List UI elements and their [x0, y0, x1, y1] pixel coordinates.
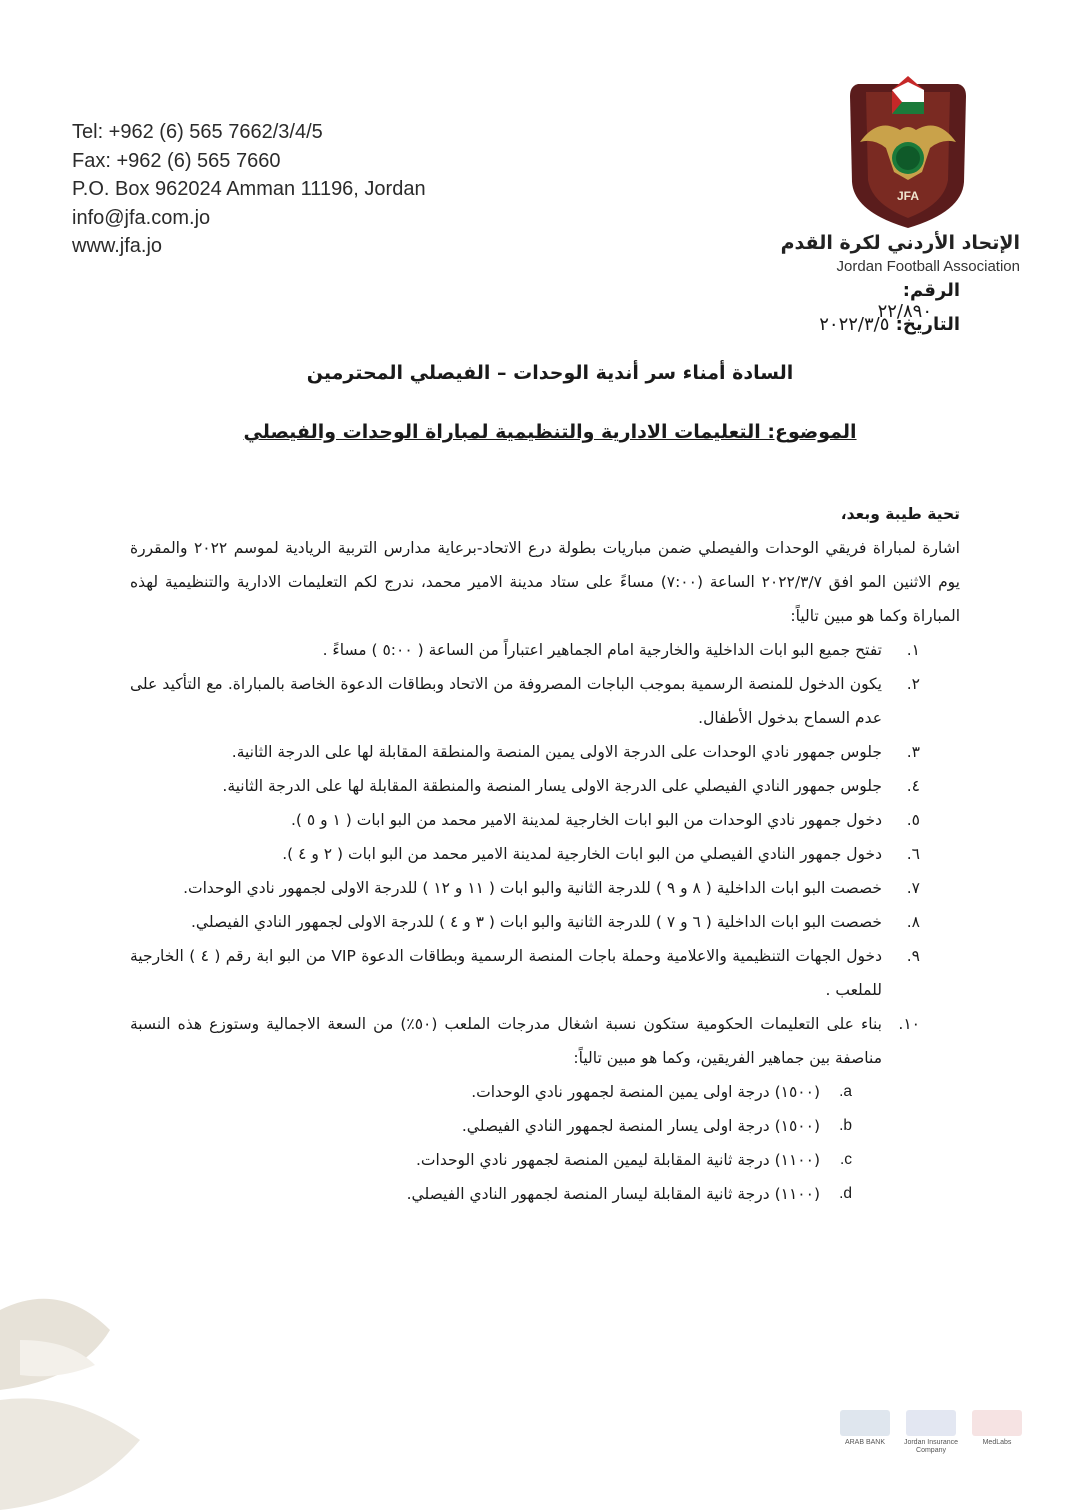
list-item	[130, 803, 960, 837]
sub-item-text: (١١٠٠) درجة ثانية المقابلة ليسار المنصة لجمهور النادي الفيصلي.	[406, 1185, 820, 1203]
list-item	[130, 1007, 960, 1075]
item-number: ٣.	[906, 743, 920, 761]
list-item	[130, 633, 960, 667]
list-item	[130, 769, 960, 803]
sponsor-caption: Jordan Insurance Company	[903, 1439, 959, 1454]
sponsor-caption: ARAB BANK	[844, 1439, 886, 1446]
po-box: P.O. Box 962024 Amman 11196, Jordan	[72, 178, 426, 200]
item-text: دخول جمهور نادي الوحدات من البو ابات الخارجية لمدينة الامير محمد من البو ابات ( ١ و ٥ ).	[290, 811, 882, 829]
corner-decoration	[0, 1270, 150, 1510]
org-name-english: Jordan Football Association	[836, 258, 1020, 275]
sub-list-item	[130, 1109, 960, 1143]
item-number: ١.	[906, 641, 920, 659]
phone-number: Tel: +962 (6) 565 7662/3/4/5	[72, 121, 323, 143]
item-text: دخول جمهور النادي الفيصلي من البو ابات الخارجية لمدينة الامير محمد من البو ابات ( ٢ و ٤ ).	[282, 845, 882, 863]
item-number: ٥.	[906, 811, 920, 829]
instructions-list	[130, 633, 960, 1075]
website-link[interactable]: www.jfa.jo	[72, 235, 163, 257]
item-number: ٢.	[906, 675, 920, 693]
sponsor-logos	[835, 1388, 1030, 1458]
addressee: السادة أمناء سر أندية الوحدات – الفيصلي المحترمين	[306, 362, 794, 384]
item-text: بناء على التعليمات الحكومية ستكون نسبة اشغال مدرجات الملعب (٥٠٪) من السعة الاجمالية وستوزع هذه النسبة مناصفة بين جماهير الفريقين، وكما هو مبين تالياً:	[130, 1015, 882, 1067]
item-text: تفتح جميع البو ابات الداخلية والخارجية امام الجماهير اعتباراً من الساعة ( ٥:٠٠ ) مساءً .	[322, 641, 882, 659]
sub-list-item	[130, 1177, 960, 1211]
greeting: تحية طيبة وبعد،	[840, 505, 960, 523]
item-number: ٨.	[906, 913, 920, 931]
list-item	[130, 837, 960, 871]
sub-item-letter: c.	[839, 1151, 852, 1168]
seating-distribution-list	[130, 1075, 960, 1211]
list-item	[130, 905, 960, 939]
organization-name	[781, 232, 1020, 275]
sub-item-letter: b.	[839, 1117, 852, 1134]
letter-date	[819, 314, 960, 335]
sub-item-text: (١٥٠٠) درجة اولى يسار المنصة لجمهور النادي الفيصلي.	[461, 1117, 820, 1135]
item-number: ٦.	[906, 845, 920, 863]
sub-list-item	[130, 1143, 960, 1177]
intro-paragraph: اشارة لمباراة فريقي الوحدات والفيصلي ضمن مباريات بطولة درع الاتحاد-برعاية مدارس التربية الريادية لموسم ٢٠٢٢ والمقررة يوم الاثنين المو افق ٢٠٢٢/٣/٧ الساعة (٧:٠٠) مساءً على ستاد مدينة الامير محمد، ندرج لكم التعليمات الادارية والتنظيمية لهذه المباراة وكما هو مبين تالياً:	[130, 539, 960, 625]
list-item	[130, 667, 960, 735]
item-number: ٧.	[906, 879, 920, 897]
sub-item-text: (١١٠٠) درجة ثانية المقابلة ليمين المنصة لجمهور نادي الوحدات.	[416, 1151, 820, 1169]
item-text: دخول الجهات التنظيمية والاعلامية وحملة باجات المنصة الرسمية وبطاقات الدعوة VIP من البو ابة رقم ( ٤ ) الخارجية للملعب .	[130, 947, 882, 999]
sponsor-mark	[840, 1410, 890, 1436]
sub-item-letter: d.	[839, 1185, 852, 1202]
sponsor-medlabs-logo	[967, 1388, 1027, 1447]
sponsor-insurance-logo	[901, 1388, 961, 1455]
fax-number: Fax: +962 (6) 565 7660	[72, 149, 281, 172]
sponsor-mark	[972, 1410, 1022, 1436]
list-item	[130, 735, 960, 769]
item-text: خصصت البو ابات الداخلية ( ٦ و ٧ ) للدرجة الثانية والبو ابات ( ٣ و ٤ ) للدرجة الاولى لجمهور النادي الفيصلي.	[190, 913, 882, 931]
contact-info	[72, 118, 426, 261]
sponsor-arab-bank-logo	[835, 1388, 895, 1447]
ref-value: ٢٢/٨٩٠	[877, 301, 932, 322]
list-item	[130, 871, 960, 905]
email-link[interactable]: info@jfa.com.jo	[72, 206, 211, 229]
item-number: ١٠.	[898, 1015, 920, 1033]
sponsor-caption: MedLabs	[982, 1439, 1012, 1446]
sub-item-letter: a.	[839, 1083, 852, 1100]
item-text: جلوس جمهور النادي الفيصلي على الدرجة الاولى يسار المنصة والمنطقة المقابلة لها على الدرجة الثانية.	[222, 777, 882, 795]
item-text: خصصت البو ابات الداخلية ( ٨ و ٩ ) للدرجة الثانية والبو ابات ( ١١ و ١٢ ) للدرجة الاولى لجمهور نادي الوحدات.	[183, 879, 882, 897]
subject-line: الموضوع: التعليمات الادارية والتنظيمية لمباراة الوحدات والفيصلي	[243, 421, 857, 443]
item-number: ٩.	[906, 947, 920, 965]
item-text: جلوس جمهور نادي الوحدات على الدرجة الاولى يمين المنصة والمنطقة المقابلة لها على الدرجة الثانية.	[231, 743, 882, 761]
letter-body	[130, 497, 960, 1211]
jfa-logo	[838, 72, 978, 230]
item-text: يكون الدخول للمنصة الرسمية بموجب الباجات المصروفة من الاتحاد وبطاقات الدعوة الخاصة بالمباراة. مع التأكيد على عدم السماح بدخول الأطفال.	[130, 675, 882, 727]
org-name-arabic: الإتحاد الأردني لكرة القدم	[780, 232, 1020, 254]
sub-item-text: (١٥٠٠) درجة اولى يمين المنصة لجمهور نادي الوحدات.	[471, 1083, 820, 1101]
date-label: التاريخ:	[895, 314, 960, 335]
item-number: ٤.	[906, 777, 920, 795]
date-value: ٢٠٢٢/٣/٥	[819, 314, 890, 335]
list-item	[130, 939, 960, 1007]
logo-lettering: JFA	[896, 189, 920, 203]
ref-label: الرقم:	[902, 280, 960, 301]
sponsor-mark	[906, 1410, 956, 1436]
sub-list-item	[130, 1075, 960, 1109]
